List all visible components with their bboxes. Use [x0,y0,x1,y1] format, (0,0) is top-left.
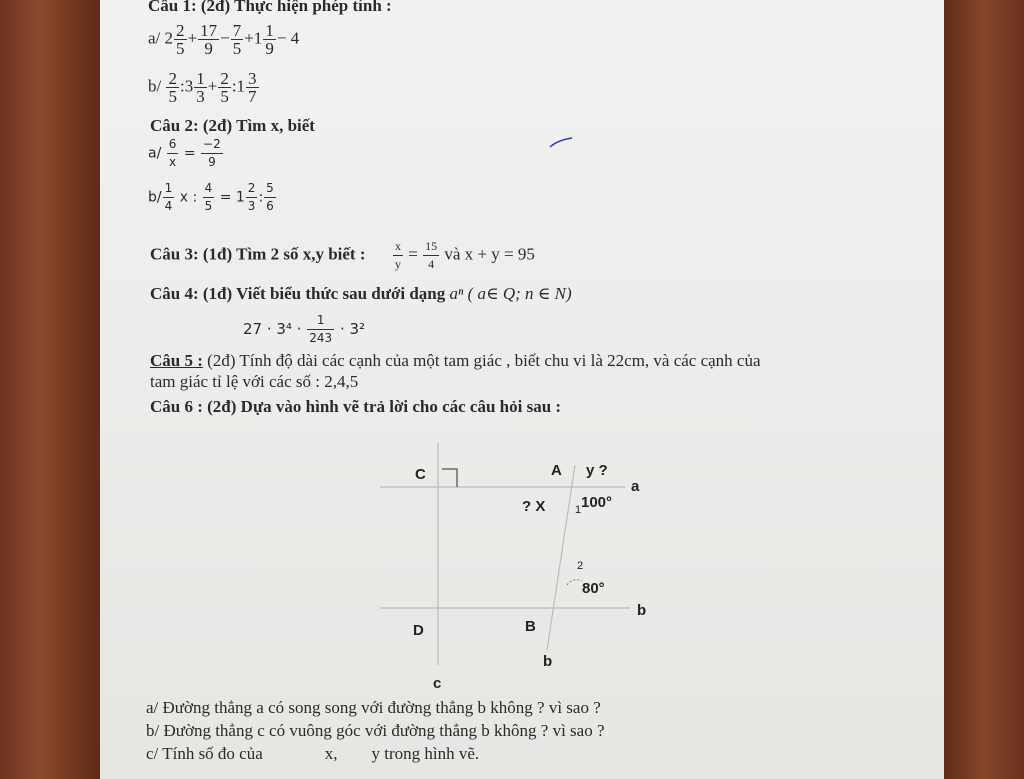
label-B: B [525,618,536,635]
label-b-bottom: b [543,653,553,670]
label-x: ? X [522,498,546,515]
q2-a-frac1: $\frac{6}{x}$ [168,137,177,169]
q2-b-frac3: $\frac{2}{3}$ [247,181,256,213]
q2-b-label: b/ [148,189,162,206]
label-80: 80° [582,580,605,597]
q2-title: Câu 2: (2đ) Tìm x, biết [150,116,315,135]
label-100: 100° [581,494,613,511]
label-y: y ? [586,462,608,479]
q3-title: Câu 3: (1đ) Tìm 2 số x,y biết : [150,244,366,264]
angle-arc [567,580,582,585]
q2-a-label: a/ [148,145,162,162]
q1-a-frac4: $\frac{1}{9}$ [265,21,274,58]
q2-b-frac2: $\frac{4}{5}$ [204,181,213,213]
q3-condition: và x + y = 95 [444,244,535,264]
q4-form: aⁿ ( a∈ Q; n ∈ N) [449,284,572,303]
q2-a-frac2: $\frac{-2}{9}$ [203,137,221,169]
label-a: a [631,478,640,495]
q2-b-frac4: $\frac{5}{6}$ [266,181,274,213]
q5-text: (2đ) Tính độ dài các cạnh của một tam giác , biết chu vi là 22cm, và các cạnh của [202,351,761,370]
label-D: D [413,622,424,639]
q4-frac: $\frac{1}{243}$ [309,313,333,345]
transversal [547,465,575,650]
pen-mark [548,134,574,150]
q1-b: b/ $\frac{2}{5}$ :3 $\frac{1}{3}$ + $\frac{2}{5}$ :1 $\frac{3}{7}$ [148,69,257,106]
label-C: C [415,466,426,483]
wood-background-right [944,0,1024,779]
q1-a-frac2: $\frac{17}{9}$ [200,21,218,58]
q5-head: Câu 5 : [150,351,203,370]
q3: Câu 3: (1đ) Tìm 2 số x,y biết : $\frac{x}{y}$ = $\frac{15}{4}$ và x + y = 95 [150,239,535,271]
q1-a-frac1: $\frac{2}{5}$ [176,21,185,58]
geometry-figure [375,435,665,695]
label-c: c [433,675,442,692]
q6-question-a: a/ Đường thẳng a có song song với đường thẳng b không ? vì sao ? [146,698,601,717]
q6-title: Câu 6 : (2đ) Dựa vào hình vẽ trả lời cho các câu hỏi sau : [150,397,562,416]
q1-a: a/ 2 $\frac{2}{5}$ + $\frac{17}{9}$ − $\frac{7}{5}$ +1 $\frac{1}{9}$ − 4 [148,21,300,58]
q6-question-b: b/ Đường thẳng c có vuông góc với đường thẳng b không ? vì sao ? [146,721,605,740]
q1-a-frac3: $\frac{7}{5}$ [232,21,242,58]
q3-frac1: $\frac{x}{y}$ [395,239,401,271]
q1-title: Câu 1: (2đ) Thực hiện phép tính : [148,0,392,15]
q4-title: Câu 4: (1đ) Viết biểu thức sau dưới dạng [150,284,446,303]
q1-b-label: b/ [148,76,162,96]
q1-b-frac3: $\frac{2}{5}$ [220,69,229,106]
label-2: 2 [577,560,584,572]
q4-expression: 27 · 3⁴ · $\frac{1}{243}$ · 3² [243,313,366,345]
q5-line2: tam giác tỉ lệ với các số : 2,4,5 [150,372,359,391]
q4 [150,284,572,304]
label-1: 1 [575,504,582,516]
label-b-right: b [637,602,647,619]
q1-b-frac1: $\frac{2}{5}$ [168,69,177,106]
wood-background-left [0,0,100,779]
q2-a: a/ $\frac{6}{x}$ = $\frac{-2}{9}$ [148,137,221,169]
q2-b-frac1: $\frac{1}{4}$ [164,181,173,213]
q1-b-frac4: $\frac{3}{7}$ [248,69,257,106]
q6-question-c: c/ Tính số đo của x, y trong hình vẽ. [146,744,480,763]
label-A: A [551,462,562,479]
q1-b-frac2: $\frac{1}{3}$ [196,69,205,106]
q3-frac2: $\frac{15}{4}$ [425,239,438,271]
q1-a-whole1: 2 [164,28,174,48]
q2-b: b/ $\frac{1}{4}$ x : $\frac{4}{5}$ = 1 $\frac{2}{3}$ : $\frac{5}{6}$ [148,181,274,213]
right-angle-mark [442,469,457,487]
q5-line1 [150,351,761,371]
q1-a-label: a/ [148,28,161,48]
